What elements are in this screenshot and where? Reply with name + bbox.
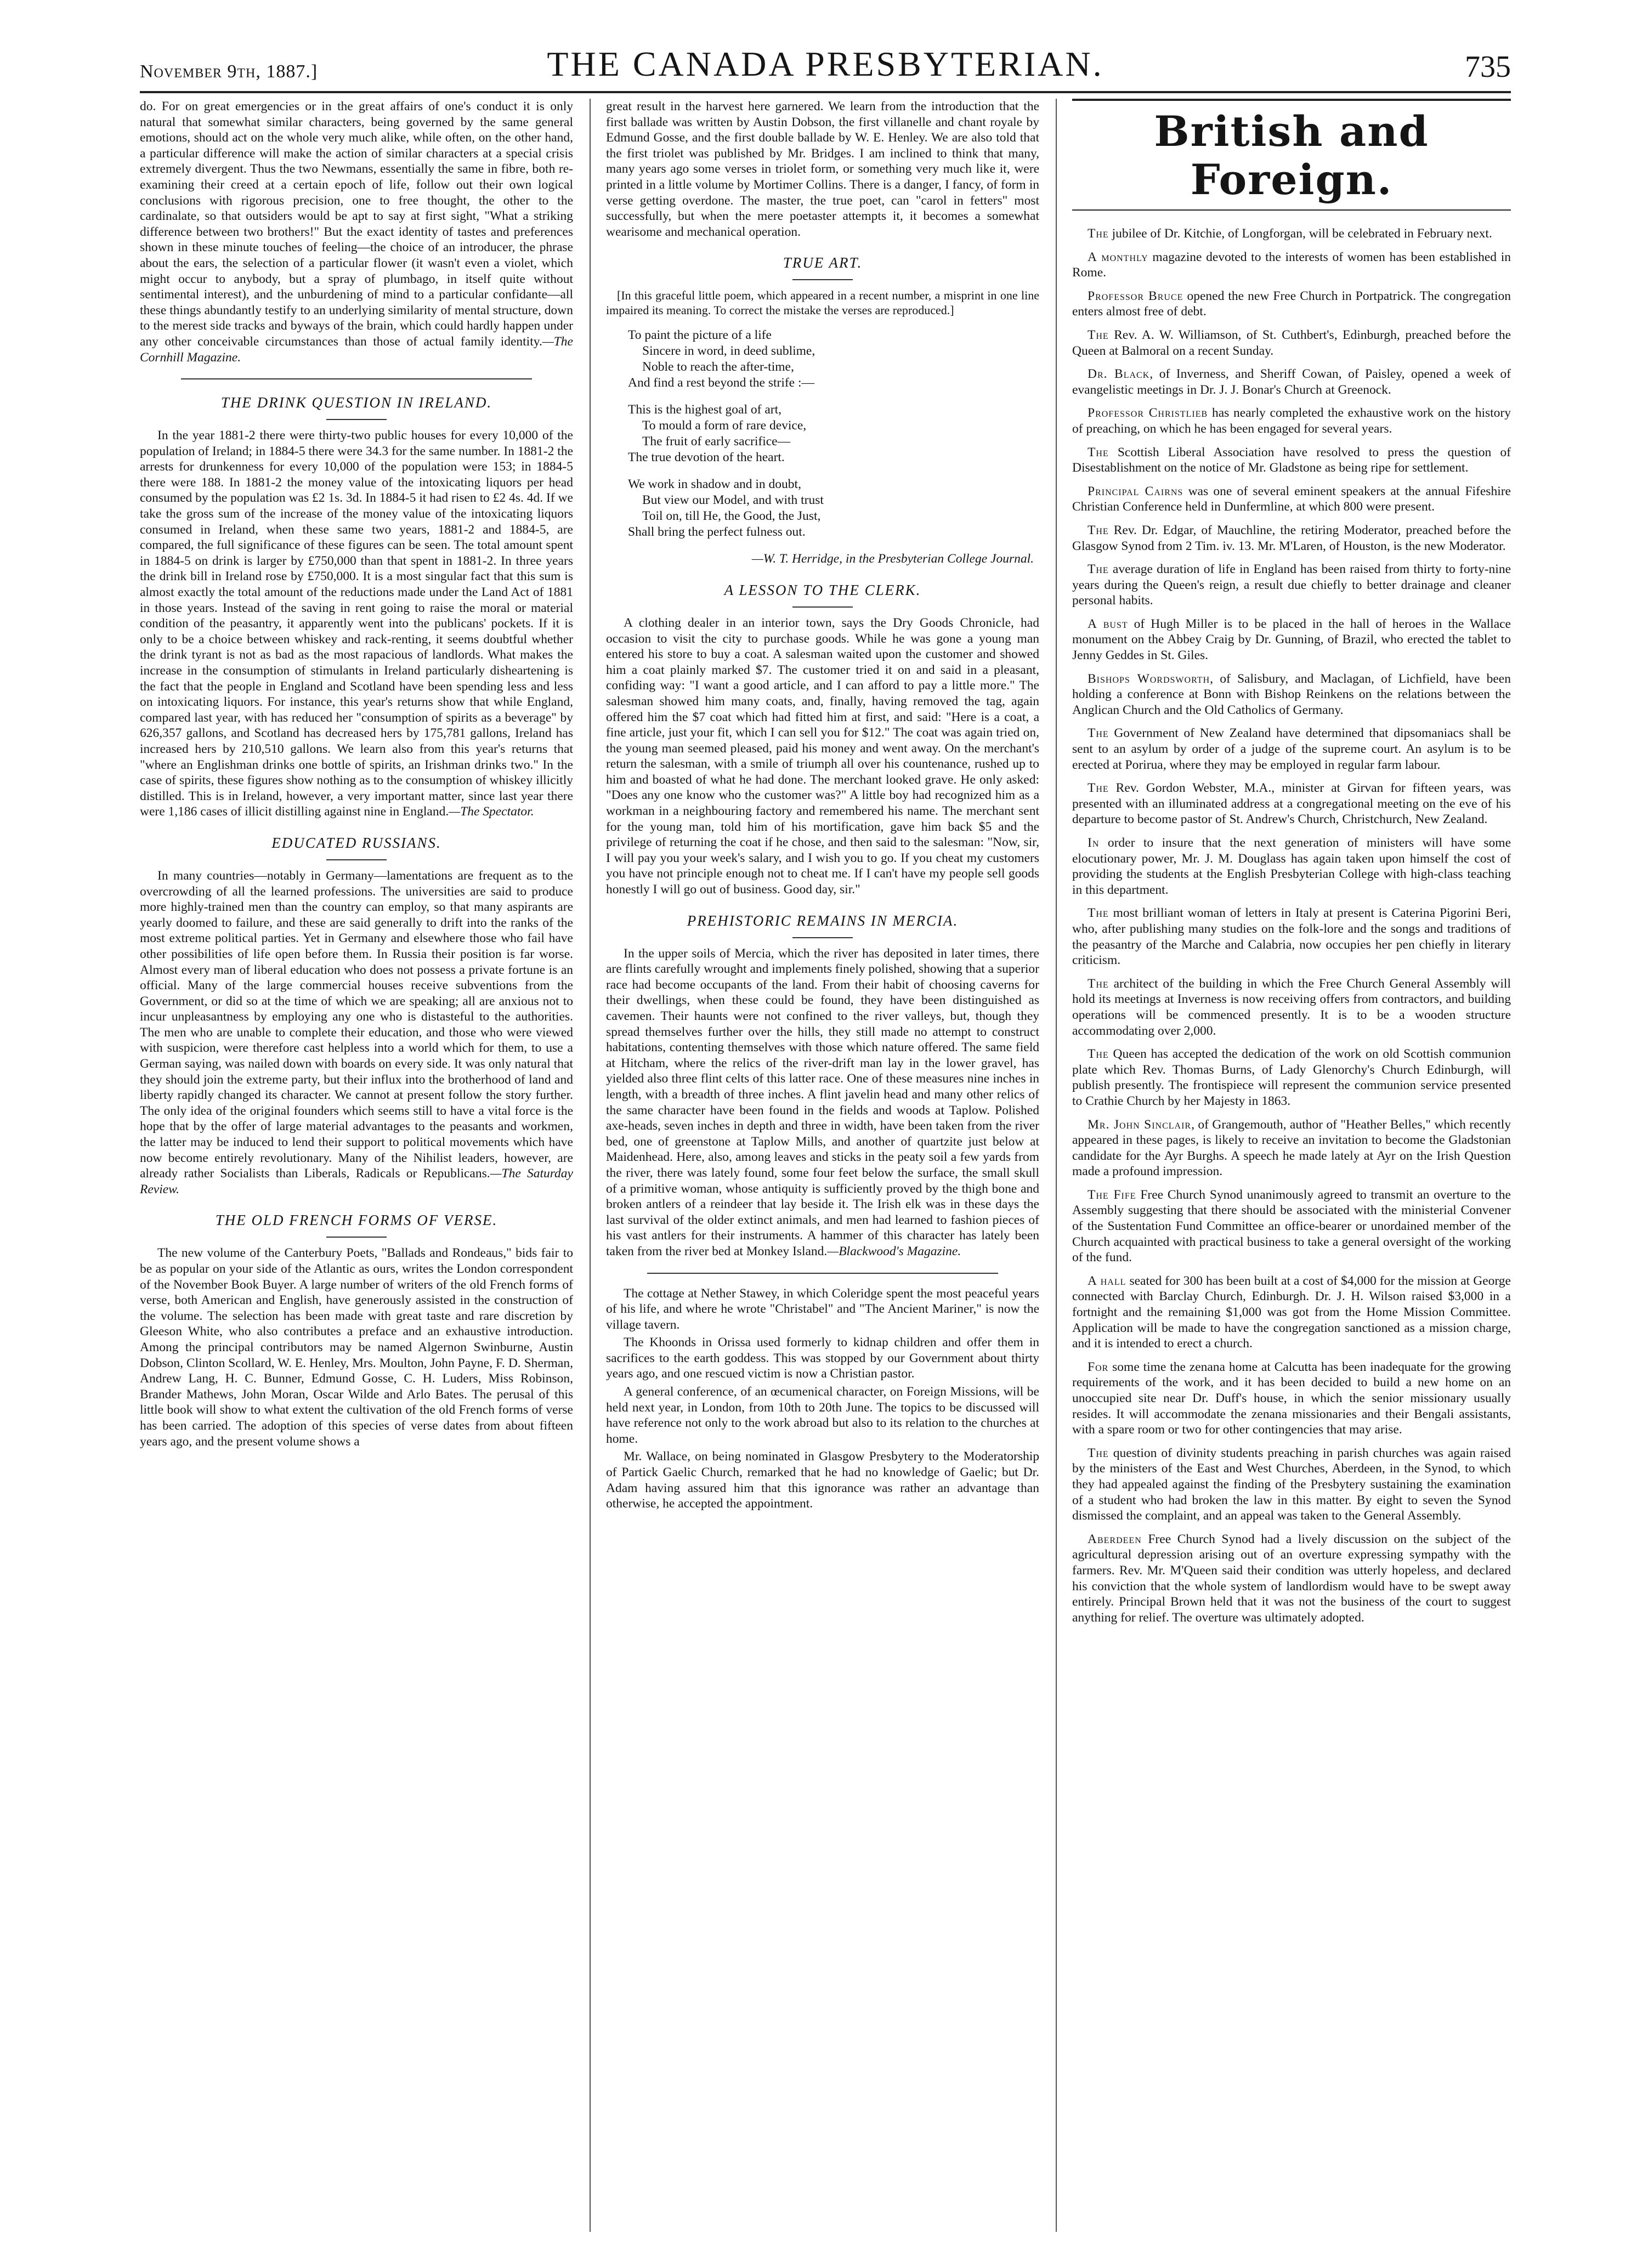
poem-stanza: [628, 327, 1039, 391]
news-item: [1072, 616, 1511, 664]
page-number: 735: [1465, 50, 1511, 84]
heading-rule: [326, 859, 387, 860]
news-item-lead: The: [1088, 1445, 1109, 1460]
column-3: [1072, 99, 1511, 2232]
news-item-lead: The: [1088, 781, 1109, 796]
issue-date: November 9th, 1887.]: [140, 61, 318, 82]
poem-line: We work in shadow and in doubt,: [628, 477, 801, 492]
news-item-text: Rev. A. W. Williamson, of St. Cuthbert's, Edinburgh, preached before the Queen at Balmoral on a recent Sunday.: [1072, 327, 1511, 358]
news-item-lead: The: [1088, 445, 1109, 460]
drink-source: —The Spectator.: [449, 804, 534, 819]
news-item-text: seated for 300 has been built at a cost of $4,000 for the mission at George connected with Barclay Church, Edinburgh. Dr. J. H. Wilson raised $3,000 in a fortnight and the remaining $1,000 was got from the Home Mission Committee. Application will be made to have the congregation sanctioned as a mission charge, and it is intended to erect a church.: [1072, 1273, 1511, 1351]
news-item-text: , of Grangemouth, author of "Heather Belles," which recently appeared in these pages, is likely to receive an invitation to become the Gladstonian candidate for the Ayr Burghs. A speech he made lately at Ayr on the Irish Question made a profound impression.: [1072, 1117, 1511, 1179]
news-item-text: Free Church Synod had a lively discussion on the subject of the agricultural depression arising out of an overture expressing sympathy with the farmers. Rev. Mr. M'Queen said their condition was utterly hopeless, and declared his conviction that the whole system of landlordism would have to be swept away entirely. Principal Brown held that it was not the business of the court to suggest anything for relief. The overture was ultimately adopted.: [1072, 1532, 1511, 1625]
news-item-lead: Professor Christlieb: [1088, 406, 1208, 421]
news-items: [1072, 226, 1511, 1625]
news-item-lead: The: [1088, 562, 1109, 577]
news-item-lead: A hall: [1088, 1273, 1126, 1288]
news-item-text: architect of the building in which the Free Church General Assembly will hold its meetings at Inverness is now receiving offers from contractors, and building operations will be commenced presently. It is to be a wooden structure accommodating over 2,000.: [1072, 976, 1511, 1038]
news-item: [1072, 1117, 1511, 1180]
masthead: [140, 43, 1511, 87]
note-paragraph: A general conference, of an œcumenical character, on Foreign Missions, will be held next year, in London, from 10th to 20th June. The topics to be discussed will have reference not only to the work abroad but also to its relation to the churches at home.: [606, 1385, 1039, 1446]
section-header: [1072, 99, 1511, 211]
article-heading-drink: THE DRINK QUESTION IN IRELAND.: [220, 394, 492, 411]
news-item: [1072, 405, 1511, 436]
article-heading-russians: EDUCATED RUSSIANS.: [271, 834, 441, 851]
poem-line: The fruit of early sacrifice—: [642, 434, 791, 449]
poem-line: The true devotion of the heart.: [628, 450, 785, 465]
heading-rule: [792, 606, 853, 608]
mercia-text: In the upper soils of Mercia, which the river has deposited in later times, there are flints carefully wrought and implements finely polished, showing that a superior race had become occupants of the land. From their habit of choosing caverns for their dwellings, when these could be found, they have been distinguished as cavemen. Their haunts were not confined to the river valleys, but, though they spread themselves further over the hills, they still made no attempt to construct habitations, contenting themselves with those which nature offered. The same field at Hitcham, where the relics of the river-drift man lay in the lower gravel, has yielded also three flint celts of this latter race. One of these measures nine inches in length, with a breadth of three inches. A flint javelin head and many other relics of the same character have been found in the fields and woods at Taplow. Polished axe-heads, seven inches in depth and three in width, have been taken from the river bed, one of greenstone at Taplow Mills, and another of quartzite just below at Maidenhead. Here, also, among leaves and sticks in the peaty soil a few yards from the river, there was lately found, some four feet below the surface, the small skull of a primitive woman, whose antiquity is sufficiently proved by the thigh bone and broken antlers of a reindeer that lay beside it. The Irish elk was in these days the last survival of the older extinct animals, and men had learned to fashion pieces of his vast antlers for their instruments. A hammer of this character has lately been taken from the river bed at Monkey Island.: [606, 946, 1039, 1258]
news-item-lead: The: [1088, 726, 1109, 741]
news-item-lead: In: [1088, 836, 1100, 850]
news-item: [1072, 1445, 1511, 1524]
news-item-text: Free Church Synod unanimously agreed to transmit an overture to the Assembly suggesting that there should be associated with the ministerial Convener of the Sustentation Fund Committee an office-bearer or unordained member of the Church acquainted with practical business to take a general oversight of the working of the fund.: [1072, 1187, 1511, 1265]
poem-stanza: [628, 477, 1039, 540]
news-item: [1072, 250, 1511, 281]
news-item: [1072, 562, 1511, 609]
section-rule: [181, 378, 532, 379]
news-item-text: was one of several eminent speakers at the annual Fifeshire Christian Conference held in Dunfermline, at which 800 were present.: [1072, 484, 1511, 514]
continuation-text: do. For on great emergencies or in the great affairs of one's conduct it is only natural that somewhat similar characters, being governed by the same general emotions, should act on the whole very much alike, while often, on the other hand, a particular difference will make the action of similar characters at a special crisis extremely divergent. Thus the two Newmans, essentially the same in fibre, both re-examining their creed at a certain epoch of life, follow out their own logical conclusions with rigorous precision, one to free thought, the other to the cardinalate, so that outsiders would be apt to say at first sight, "What a striking difference between two brothers!" But the exact identity of tastes and preferences shown in these minute touches of feeling—the choice of an introducer, the phrase about the ears, the selection of a particular flower (it wasn't even a violet, which might occur to anybody, but a spray of plumbago, in itself quite without sentimental interest), and the unburdening of mind to a particular confidante—all these things abundantly testify to an underlying similarity of mental structure, down to the merest side tracks and byways of the brain, which could hardly happen under any other conceivable circumstances than those of actual family identity.: [140, 99, 573, 349]
news-item-lead: The: [1088, 1047, 1109, 1062]
article-heading-mercia: PREHISTORIC REMAINS IN MERCIA.: [687, 912, 959, 929]
news-item-lead: The: [1088, 226, 1109, 241]
poem-line: Toil on, till He, the Good, the Just,: [642, 509, 821, 524]
news-item: [1072, 1532, 1511, 1626]
news-item-text: Queen has accepted the dedication of the work on old Scottish communion plate which Rev. Thomas Burns, of Lady Glenorchy's Church Edinburgh, will publish presently. The frontispiece will represent the communion service presented to Crathie Church by her Majesty in 1863.: [1072, 1047, 1511, 1108]
news-item-lead: The: [1088, 327, 1109, 342]
french-paragraph: The new volume of the Canterbury Poets, "Ballads and Rondeaus," bids fair to be as popular on your side of the Atlantic as ours, writes the London correspondent of the November Book Buyer. A large number of writers of the old French forms of verse, both American and English, have generously assisted in the construction of the volume. The selection has been made with great taste and rare discretion by Gleeson White, who also contributes a preface and an exhaustive introduction. Among the principal contributors may be named Algernon Swinburne, Austin Dobson, Clinton Scollard, W. E. Henley, Mrs. Moulton, John Payne, F. D. Sherman, Andrew Lang, H. C. Bunner, Edmund Gosse, C. H. Luders, Miss Robinson, Brander Mathews, John Moran, Oscar Wilde and Arlo Bates. The perusal of this little book will show to what extent the cultivation of the old French forms of verse has been carried. The adoption of this species of verse dates from about fifteen years ago, and the present volume shows a: [140, 1246, 573, 1449]
news-item-text: order to insure that the next generation of ministers will have some elocutionary power, Mr. J. M. Douglass has again taken upon himself the cost of providing the students at the English Presbyterian College with high-class teaching in this department.: [1072, 836, 1511, 897]
poem-line: And find a rest beyond the strife :—: [628, 376, 815, 390]
masthead-rule: [140, 91, 1511, 93]
news-item-lead: The: [1088, 523, 1109, 537]
news-item: [1072, 1273, 1511, 1352]
heading-rule: [326, 1237, 387, 1238]
poem-signature: —W. T. Herridge, in the Presbyterian College Journal.: [751, 552, 1034, 566]
news-item: [1072, 327, 1511, 359]
news-item-lead: A bust: [1088, 616, 1128, 631]
news-item-text: most brilliant woman of letters in Italy at present is Caterina Pigorini Beri, who, after publishing many studies on the folk-lore and the songs and traditions of the peasantry of the Marche and Calabria, now occupies her pen chiefly in literary criticism.: [1072, 906, 1511, 968]
news-item: [1072, 484, 1511, 515]
heading-rule: [326, 419, 387, 420]
news-item: [1072, 835, 1511, 898]
poem-line: This is the highest goal of art,: [628, 402, 781, 417]
poem-line: Noble to reach the after-time,: [642, 360, 794, 375]
news-item: [1072, 366, 1511, 398]
news-item: [1072, 226, 1511, 242]
news-item-lead: Bishops Wordsworth: [1088, 671, 1210, 686]
note-paragraph: Mr. Wallace, on being nominated in Glasgow Presbytery to the Moderatorship of Partick Gaelic Church, remarked that he had no knowledge of Gaelic; but Dr. Adam having assured him that this ignorance was rather an advantage than otherwise, he accepted the appointment.: [606, 1449, 1039, 1511]
news-item-text: question of divinity students preaching in parish churches was again raised by the ministers of the East and West Churches, Aberdeen, in the Synod, to which they had appealed against the finding of the Presbytery sustaining the examination of a student who had broken the law in this matter. By eight to seven the Synod dismissed the complaint, and an appeal was taken to the General Assembly.: [1072, 1445, 1511, 1523]
news-item-text: some time the zenana home at Calcutta has been inadequate for the growing requirements of the work, and it has been decided to build a new home on an unoccupied site near Dr. Duff's house, in which the senior missionary usually resides. It will accommodate the zenana missionaries and their Bengali assistants, with a spare room or two for other contingencies that may arise.: [1072, 1359, 1511, 1437]
mercia-source: —Blackwood's Magazine.: [827, 1244, 961, 1258]
news-item-text: of Hugh Miller is to be placed in the hall of heroes in the Wallace monument on the Abbey Craig by Dr. Gunning, of Brazil, who erected the tablet to Jenny Geddes in St. Giles.: [1072, 616, 1511, 663]
news-item-lead: Professor Bruce: [1088, 288, 1183, 303]
article-heading-french-verse: THE OLD FRENCH FORMS OF VERSE.: [215, 1212, 498, 1229]
poem-intro: [In this graceful little poem, which appeared in a recent number, a misprint in one line impaired its meaning. To correct the mistake the verses are reproduced.]: [606, 288, 1039, 317]
continuation-source: —The Cornhill Magazine.: [140, 334, 573, 365]
column-2: [606, 99, 1039, 2232]
news-item: [1072, 976, 1511, 1039]
news-item: [1072, 1187, 1511, 1266]
russians-source: —The Saturday Review.: [140, 1166, 573, 1197]
article-continuation: [140, 99, 573, 365]
news-item-text: , of Inverness, and Sheriff Cowan, of Paisley, opened a week of evangelistic meetings in Dr. J. J. Bonar's Church at Greenock.: [1072, 367, 1511, 397]
poem-line: To mould a form of rare device,: [642, 418, 807, 433]
news-item-lead: Principal Cairns: [1088, 484, 1183, 498]
news-item-lead: Aberdeen: [1088, 1532, 1142, 1546]
news-item-lead: For: [1088, 1359, 1109, 1374]
section-rule: [647, 1273, 998, 1274]
news-item-text: magazine devoted to the interests of women has been established in Rome.: [1072, 250, 1511, 280]
news-item-lead: The: [1088, 976, 1109, 991]
news-item: [1072, 905, 1511, 968]
news-item: [1072, 1359, 1511, 1438]
newspaper-title: THE CANADA PRESBYTERIAN.: [547, 44, 1104, 83]
news-item-lead: A monthly: [1088, 250, 1148, 264]
article-heading-true-art: TRUE ART.: [783, 254, 863, 271]
news-item: [1072, 288, 1511, 320]
clerk-paragraph: A clothing dealer in an interior town, says the Dry Goods Chronicle, had occasion to visit the city to purchase goods. While he was gone a young man entered his store to buy a coat. A salesman waited upon the customer and showed him a coat plainly marked $7. The customer tried it on and said in a pleasant, confiding way: "I want a good article, and I can afford to pay a little more." The salesman showed him many coats, and, finally, having removed the tag, again offered him the $7 coat which had fitted him at first, and said: "Here is a coat, a fine article, just your fit, which I can sell you for $12." The coat was again tried on, the young man seemed pleased, paid his money and went away. On the merchant's return the salesman, with a smile of triumph all over his countenance, rushed up to him and boasted of what he had done. The merchant looked grave. He only asked: "Does any one know who the customer was?" A little boy had recognized him as a workman in a neighbouring factory and remembered his name. The merchant sent for the young man, told him of his mortification, gave him back $5 and the privilege of returning the coat if he chose, and then said to the salesman: "Now, sir, I will pay you your week's salary, and I wish you to go. If you cheat my customers you have not principle enough not to cheat me. If I can't have my people sell goods honestly I will go out of business. Good day, sir.": [606, 615, 1039, 897]
news-item: [1072, 725, 1511, 773]
note-paragraph: The cottage at Nether Stawey, in which Coleridge spent the most peaceful years of his life, and where he wrote "Christabel" and "The Ancient Mariner," is now the village tavern.: [606, 1286, 1039, 1332]
news-item-lead: The Fife: [1088, 1187, 1136, 1202]
news-item: [1072, 780, 1511, 827]
french-continuation: great result in the harvest here garnered. We learn from the introduction that the first ballade was written by Austin Dobson, the first villanelle and chant royale by Edmund Gosse, and the first double ballade by W. E. Henley. We are also told that the first triolet was published by Mr. Bridges. I am inclined to think that many, many years ago some verses in triolet form, or something very much like it, were printed in a little volume by Mortimer Collins. There is a danger, I fancy, of form in verse getting overdone. The master, the true poet, can "carol in fetters" most successfully, but when the mere poetaster attempts it, it becomes a somewhat wearisome and mechanical operation.: [606, 99, 1039, 239]
news-item-text: , of Salisbury, and Maclagan, of Lichfield, have been holding a conference at Bonn with Bishop Reinkens on the relations between the Anglican Church and the Old Catholics of Germany.: [1072, 671, 1511, 717]
heading-rule: [792, 279, 853, 280]
poem: [628, 327, 1039, 540]
poem-line: To paint the picture of a life: [628, 328, 772, 343]
news-item: [1072, 523, 1511, 554]
news-item-text: Scottish Liberal Association have resolved to press the question of Disestablishment on the notice of Mr. Gladstone as being ripe for settlement.: [1072, 445, 1511, 475]
heading-rule: [792, 937, 853, 938]
news-item: [1072, 1046, 1511, 1109]
note-paragraph: The Khoonds in Orissa used formerly to kidnap children and offer them in sacrifices to the earth goddess. This was stopped by our Government about thirty years ago, and one rescued victim is now a Christian pastor.: [606, 1335, 1039, 1381]
news-item: [1072, 445, 1511, 476]
column-rule-1: [590, 99, 591, 2232]
section-title: British and Foreign.: [1154, 107, 1429, 204]
poem-line: But view our Model, and with trust: [642, 493, 824, 508]
poem-line: Sincere in word, in deed sublime,: [642, 344, 815, 359]
drink-paragraph: [140, 428, 573, 820]
news-item-text: Rev. Dr. Edgar, of Mauchline, the retiring Moderator, preached before the Glasgow Synod from 2 Tim. iv. 13. Mr. M'Laren, of Houston, is the new Moderator.: [1072, 523, 1511, 553]
news-item-text: has nearly completed the exhaustive work on the history of preaching, on which he has been engaged for several years.: [1072, 406, 1511, 436]
news-item-text: Government of New Zealand have determined that dipsomaniacs shall be sent to an asylum by order of a judge of the supreme court. An asylum is to be erected at Porirua, where they may be employed in regular farm labour.: [1072, 726, 1511, 772]
russians-text: In many countries—notably in Germany—lamentations are frequent as to the overcrowding of all the learned professions. The universities are said to produce more highly-trained men than the country can employ, so that many aspirants are yearly doomed to failure, and these are said generally to drift into the ranks of the most extreme political parties. Yet in Germany and elsewhere those who fail have other possibilities of life open before them. In Russia their position is far worse. Almost every man of liberal education who does not possess a private fortune is an official. Many of the large commercial houses receive subventions from the Government, or did so at the time of which we are speaking; all are anxious not to incur unpleasantness by employing any one who is distasteful to the authorities. The men who are unable to complete their education, and those who were viewed with suspicion, were therefore cast helpless into a world which for them, to use a German saying, was nailed down with boards on every side. It was only natural that they should join the extreme party, but their influx into the brotherhood of land and liberty rapidly changed its character. We cannot at present follow the story further. The only idea of the original founders which seems still to have a vital force is the hope that by the offer of large material advantages to the peasants and workmen, the latter may be induced to lend their support to political movements which have now become entirely revolutionary. Many of the Nihilist leaders, however, are already rather Socialists than Liberals, Radicals or Republicans.: [140, 868, 573, 1181]
news-item-lead: The: [1088, 906, 1109, 921]
column-1: [140, 99, 573, 2232]
news-item-text: average duration of life in England has been raised from thirty to forty-nine years during the Queen's reign, a result due chiefly to better drainage and cleaner personal habits.: [1072, 562, 1511, 608]
drink-text: In the year 1881-2 there were thirty-two public houses for every 10,000 of the population of Ireland; in 1884-5 there were 34.3 for the same number. In 1881-2 the arrests for drunkenness for every 10,000 of the population were 153; in 1884-5 there were 188. In 1881-2 the money value of the intoxicating liquors per head consumed by the population was £2 1s. 3d. In 1884-5 it had risen to £2 4s. 4d. If we take the gross sum of the increase of the money value of the intoxicating liquors consumed in Ireland, when these same two years, 1881-2 and 1884-5, are compared, the full significance of these figures can be seen. The total amount spent in 1884-5 on drink is larger by £750,000 than that spent in 1881-2. In three years the drink bill in Ireland rose by £750,000. It is a most singular fact that this sum is almost exactly the total amount of the reductions made under the Land Act of 1881 in those years. Instead of the saving in rent going to raise the moral or material condition of the peasantry, it apparently went into the publicans' pockets. If it is only to be a choice between whiskey and rack-renting, it seems doubtful whether the drink tyrant is not as bad as the most rapacious of landlords. What makes the increase in the consumption of stimulants in Ireland particularly disheartening is the fact that the people in England and Scotland have been spending less and less on intoxicating liquors. For instance, this year's returns show that while England, compared last year, with has reduced her "consumption of spirits as a beverage" by 626,357 gallons, and Scotland has decreased hers by 175,781 gallons, Ireland has increased hers by 210,510 gallons. We learn also from this year's returns that "where an Englishman drinks one bottle of spirits, an Irishman drinks two." In the case of spirits, these figures show nothing as to the consumption of whiskey illicitly distilled. This is in Ireland, however, a very important matter, since last year there were 1,186 cases of illicit distilling against nine in England.: [140, 428, 573, 819]
news-item-lead: Mr. John Sinclair: [1088, 1117, 1192, 1132]
russians-paragraph: [140, 868, 573, 1197]
poem-stanza: [628, 402, 1039, 466]
news-item-text: Rev. Gordon Webster, M.A., minister at Girvan for fifteen years, was presented with an illuminated address at a congregational meeting on the eve of his departure to become pastor of St. Andrew's Church, Christchurch, New Zealand.: [1072, 781, 1511, 827]
poem-line: Shall bring the perfect fulness out.: [628, 525, 806, 540]
article-heading-clerk: A LESSON TO THE CLERK.: [724, 581, 921, 598]
news-item-text: opened the new Free Church in Portpatrick. The congregation enters almost free of debt.: [1072, 288, 1511, 319]
news-item-lead: Dr. Black: [1088, 367, 1150, 382]
news-item-text: jubilee of Dr. Kitchie, of Longforgan, will be celebrated in February next.: [1108, 226, 1492, 241]
mercia-paragraph: [606, 946, 1039, 1260]
column-rule-2: [1056, 99, 1057, 2232]
news-item: [1072, 671, 1511, 718]
